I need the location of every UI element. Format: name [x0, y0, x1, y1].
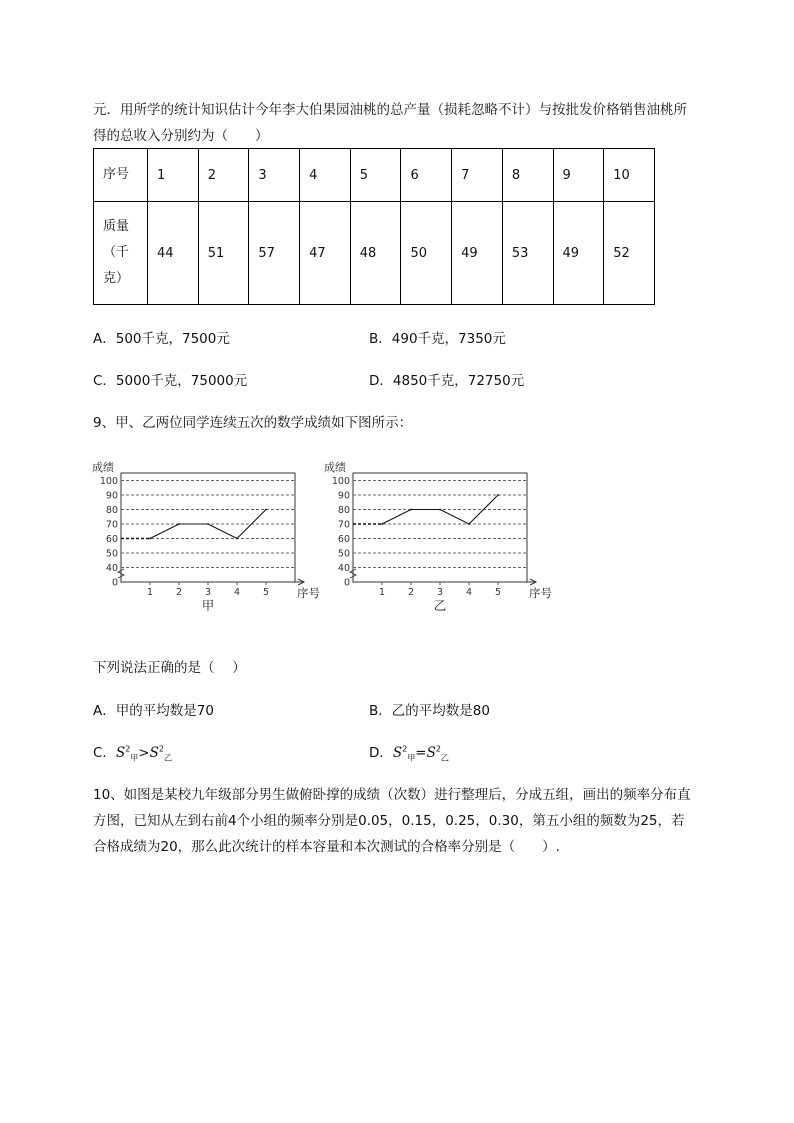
variance-symbol: S: [426, 745, 436, 761]
x-tick-label: 1: [378, 587, 386, 598]
q8-option-d: D．4850千克，72750元: [369, 373, 525, 389]
table-cell: 9: [553, 149, 604, 202]
y-tick-label: 60: [105, 534, 118, 545]
series-point: [178, 523, 180, 525]
y-tick-label: 0: [111, 577, 118, 589]
variance-symbol: S: [115, 745, 126, 761]
table-row: [94, 149, 655, 202]
option-letter: D．: [369, 745, 393, 761]
q9-option-b: B．乙的平均数是80: [369, 703, 490, 719]
series-point: [381, 523, 383, 525]
y-tick-label: 40: [105, 563, 118, 574]
series-point: [468, 523, 470, 525]
x-tick-label: 4: [465, 587, 473, 598]
y-tick-label: 80: [105, 505, 118, 516]
table-cell: 48: [350, 202, 401, 305]
variance-subscript: 乙: [440, 753, 449, 763]
variance-exponent: 2: [402, 744, 408, 754]
table-cell: 5: [350, 149, 401, 202]
option-letter: C．: [93, 745, 116, 761]
x-tick-label: 3: [204, 587, 212, 598]
table-cell: 4: [300, 149, 351, 202]
table-cell: 52: [604, 202, 655, 305]
variance-exponent: 2: [158, 744, 164, 754]
q10-line-2: 方图，已知从左到右前4个小组的频率分别是0.05，0.15，0.25，0.30，第五小组的频数为25，若: [93, 813, 685, 829]
table-row: [94, 202, 655, 305]
chart-title: 乙: [433, 598, 447, 613]
q9-option-d: [369, 741, 449, 764]
y-tick-label: 0: [343, 577, 350, 589]
relation-symbol: =: [415, 745, 427, 761]
q10-line-3: 合格成绩为20，那么此次统计的样本容量和本次测试的合格率分别是（ ）.: [93, 839, 560, 855]
table-cell: 8: [502, 149, 553, 202]
q10-line-1: 10、如图是某校九年级部分男生做俯卧撑的成绩（次数）进行整理后，分成五组，画出的频率分布直: [93, 787, 691, 803]
x-tick-label: 5: [262, 587, 270, 598]
x-tick-label: 5: [494, 587, 502, 598]
table-cell: 7: [452, 149, 503, 202]
relation-symbol: >: [138, 745, 150, 761]
q9-option-c: [93, 741, 172, 764]
y-tick-label: 50: [337, 548, 350, 560]
x-axis-label: 序号: [297, 586, 320, 600]
x-tick-label: 2: [407, 587, 415, 598]
table-row-header: 质量（千克）: [94, 202, 148, 305]
y-tick-label: 90: [337, 490, 350, 502]
table-cell: 57: [249, 202, 300, 305]
variance-exponent: 2: [125, 744, 131, 754]
plot-frame: [353, 473, 527, 582]
q9-question: 下列说法正确的是（ ）: [93, 660, 246, 676]
table-cell: 47: [300, 202, 351, 305]
q8-option-c: C．5000千克，75000元: [93, 373, 248, 389]
variance-subscript: 乙: [163, 753, 172, 763]
table-cell: 6: [401, 149, 452, 202]
y-tick-label: 40: [337, 563, 350, 574]
q9-stem: 9、甲、乙两位同学连续五次的数学成绩如下图所示：: [93, 415, 413, 431]
series-point: [410, 509, 412, 511]
y-tick-label: 100: [99, 476, 118, 487]
variance-subscript: 甲: [130, 753, 139, 763]
chart-jia: [90, 455, 326, 627]
series-point: [497, 494, 499, 496]
q9-option-a: A．甲的平均数是70: [93, 703, 214, 719]
table-cell: 10: [604, 149, 655, 202]
y-tick-label: 60: [337, 534, 350, 545]
chart-yi: [322, 455, 558, 627]
table-row-header: 序号: [94, 149, 148, 202]
x-tick-label: 1: [146, 587, 154, 598]
axis-break-mark: [350, 569, 356, 578]
y-tick-label: 70: [105, 519, 118, 531]
x-tick-label: 4: [233, 587, 241, 598]
table-cell: 51: [198, 202, 249, 305]
x-axis-label: 序号: [529, 586, 552, 600]
table-cell: 49: [452, 202, 503, 305]
x-tick-label: 2: [175, 587, 183, 598]
series-point: [439, 509, 441, 511]
intro-line-2: 得的总收入分别约为（ ）: [93, 128, 269, 144]
table-cell: 49: [553, 202, 604, 305]
y-tick-label: 80: [337, 505, 350, 516]
series-point: [236, 538, 238, 540]
y-tick-label: 50: [105, 548, 118, 560]
plot-frame: [121, 473, 295, 582]
q8-option-a: A．500千克，7500元: [93, 331, 230, 347]
variance-symbol: S: [392, 745, 403, 761]
table-cell: 50: [401, 202, 452, 305]
y-tick-label: 90: [105, 490, 118, 502]
series-point: [207, 523, 209, 525]
variance-exponent: 2: [435, 744, 441, 754]
x-tick-label: 3: [436, 587, 444, 598]
series-point: [149, 538, 151, 540]
axis-break-mark: [118, 569, 124, 578]
variance-subscript: 甲: [407, 753, 416, 763]
variance-symbol: S: [149, 745, 159, 761]
series-point: [265, 509, 267, 511]
q8-option-b: B．490千克，7350元: [369, 331, 506, 347]
y-axis-label: 成绩: [324, 461, 346, 474]
table-cell: 44: [148, 202, 199, 305]
table-cell: 3: [249, 149, 300, 202]
y-tick-label: 70: [337, 519, 350, 531]
y-axis-label: 成绩: [92, 461, 114, 474]
chart-title: 甲: [201, 598, 215, 613]
intro-line-1: 元．用所学的统计知识估计今年李大伯果园油桃的总产量（损耗忽略不计）与按批发价格销售油桃所: [93, 102, 687, 118]
mass-table: [93, 148, 655, 305]
table-cell: 1: [148, 149, 199, 202]
table-cell: 53: [502, 202, 553, 305]
table-cell: 2: [198, 149, 249, 202]
y-tick-label: 100: [331, 476, 350, 487]
